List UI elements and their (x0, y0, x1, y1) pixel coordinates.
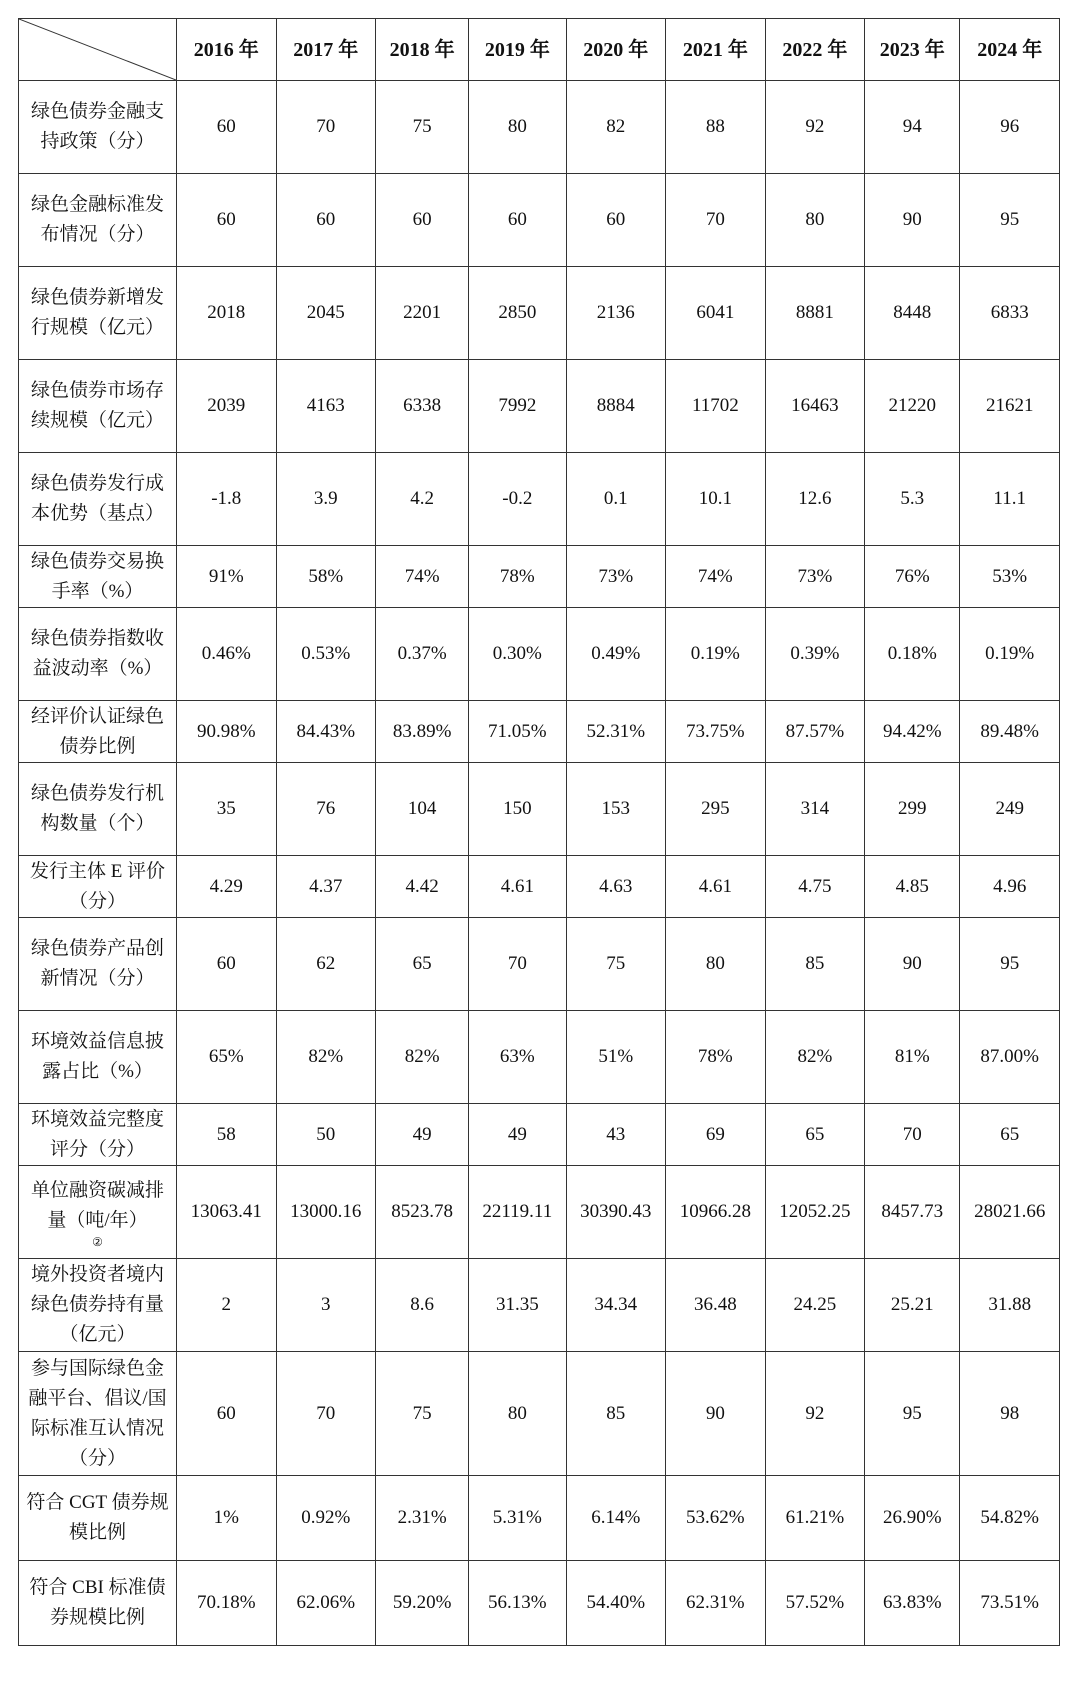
value-cell: 5.3 (865, 453, 960, 546)
value-cell: 0.30% (469, 608, 566, 701)
value-cell: 21220 (865, 360, 960, 453)
table-row (19, 1011, 1060, 1104)
value-cell: 50 (276, 1104, 376, 1166)
value-cell: 90 (666, 1352, 766, 1476)
year-header: 2017 年 (276, 19, 376, 81)
table-row (19, 546, 1060, 608)
table-row (19, 763, 1060, 856)
value-cell: 76% (865, 546, 960, 608)
table-row (19, 856, 1060, 918)
row-label-text: 绿色债券金融支持政策（分） (30, 101, 164, 152)
value-cell: 0.53% (276, 608, 376, 701)
row-label-text: 符合 CBI 标准债券规模比例 (29, 1577, 166, 1628)
value-cell: 8881 (765, 267, 865, 360)
value-cell: 4.2 (376, 453, 469, 546)
value-cell: 94.42% (865, 701, 960, 763)
value-cell: 70 (666, 174, 766, 267)
value-cell: 0.49% (566, 608, 666, 701)
value-cell: 81% (865, 1011, 960, 1104)
value-cell: 8448 (865, 267, 960, 360)
value-cell: 95 (865, 1352, 960, 1476)
value-cell: 8884 (566, 360, 666, 453)
value-cell: 54.82% (960, 1476, 1060, 1561)
value-cell: 4.61 (666, 856, 766, 918)
value-cell: 89.48% (960, 701, 1060, 763)
value-cell: 4.37 (276, 856, 376, 918)
value-cell: 82% (765, 1011, 865, 1104)
value-cell: 96 (960, 81, 1060, 174)
value-cell: 75 (376, 1352, 469, 1476)
value-cell: 12.6 (765, 453, 865, 546)
row-label (19, 1561, 177, 1646)
value-cell: 30390.43 (566, 1166, 666, 1259)
value-cell: 2039 (176, 360, 276, 453)
value-cell: 49 (469, 1104, 566, 1166)
value-cell: 4163 (276, 360, 376, 453)
value-cell: 2045 (276, 267, 376, 360)
value-cell: 7992 (469, 360, 566, 453)
value-cell: 92 (765, 1352, 865, 1476)
row-label (19, 267, 177, 360)
table-row (19, 1352, 1060, 1476)
value-cell: 13000.16 (276, 1166, 376, 1259)
value-cell: 8457.73 (865, 1166, 960, 1259)
year-header: 2023 年 (865, 19, 960, 81)
value-cell: 0.19% (666, 608, 766, 701)
year-header: 2018 年 (376, 19, 469, 81)
row-label (19, 701, 177, 763)
value-cell: 16463 (765, 360, 865, 453)
value-cell: 63.83% (865, 1561, 960, 1646)
year-header: 2022 年 (765, 19, 865, 81)
row-label-text: 绿色债券市场存续规模（亿元） (30, 380, 164, 431)
row-label (19, 453, 177, 546)
row-label-text: 绿色债券产品创新情况（分） (30, 938, 164, 989)
value-cell: 76 (276, 763, 376, 856)
table-row (19, 1476, 1060, 1561)
row-label (19, 1259, 177, 1352)
header-row (19, 19, 1060, 81)
value-cell: 58% (276, 546, 376, 608)
row-label-text: 环境效益完整度评分（分） (30, 1108, 164, 1160)
value-cell: 94 (865, 81, 960, 174)
value-cell: 299 (865, 763, 960, 856)
value-cell: 2018 (176, 267, 276, 360)
value-cell: 6338 (376, 360, 469, 453)
value-cell: 65 (376, 918, 469, 1011)
value-cell: 6.14% (566, 1476, 666, 1561)
value-cell: 60 (176, 1352, 276, 1476)
value-cell: 0.39% (765, 608, 865, 701)
value-cell: 59.20% (376, 1561, 469, 1646)
value-cell: 75 (376, 81, 469, 174)
value-cell: 95 (960, 174, 1060, 267)
value-cell: 87.00% (960, 1011, 1060, 1104)
value-cell: 22119.11 (469, 1166, 566, 1259)
value-cell: 82 (566, 81, 666, 174)
value-cell: 70 (276, 81, 376, 174)
value-cell: 249 (960, 763, 1060, 856)
row-label (19, 546, 177, 608)
row-label-text: 发行主体 E 评价（分） (29, 860, 166, 912)
value-cell: 31.35 (469, 1259, 566, 1352)
row-label-text: 环境效益信息披露占比（%） (30, 1031, 164, 1082)
value-cell: 75 (566, 918, 666, 1011)
value-cell: 295 (666, 763, 766, 856)
corner-cell (19, 19, 177, 81)
table-body (19, 81, 1060, 1646)
value-cell: 69 (666, 1104, 766, 1166)
value-cell: 60 (566, 174, 666, 267)
value-cell: 73% (765, 546, 865, 608)
value-cell: 70 (469, 918, 566, 1011)
year-header: 2019 年 (469, 19, 566, 81)
value-cell: 73.51% (960, 1561, 1060, 1646)
row-label-text: 绿色债券发行成本优势（基点） (30, 473, 164, 524)
value-cell: 82% (276, 1011, 376, 1104)
value-cell: 83.89% (376, 701, 469, 763)
value-cell: 78% (469, 546, 566, 608)
value-cell: 314 (765, 763, 865, 856)
value-cell: 43 (566, 1104, 666, 1166)
value-cell: 54.40% (566, 1561, 666, 1646)
value-cell: 80 (469, 1352, 566, 1476)
value-cell: 0.46% (176, 608, 276, 701)
row-label-text: 绿色金融标准发布情况（分） (30, 194, 164, 245)
value-cell: 2.31% (376, 1476, 469, 1561)
value-cell: 31.88 (960, 1259, 1060, 1352)
value-cell: 4.29 (176, 856, 276, 918)
value-cell: 3.9 (276, 453, 376, 546)
row-label-text: 境外投资者境内绿色债券持有量（亿元） (30, 1264, 164, 1345)
value-cell: 84.43% (276, 701, 376, 763)
year-header: 2024 年 (960, 19, 1060, 81)
value-cell: 80 (469, 81, 566, 174)
value-cell: 8523.78 (376, 1166, 469, 1259)
table-row (19, 81, 1060, 174)
table-row (19, 1166, 1060, 1259)
row-label (19, 856, 177, 918)
row-label-text: 参与国际绿色金融平台、倡议/国际标准互认情况（分） (28, 1357, 167, 1469)
row-label-text: 符合 CGT 债券规模比例 (26, 1492, 169, 1543)
value-cell: 3 (276, 1259, 376, 1352)
value-cell: 8.6 (376, 1259, 469, 1352)
indicator-table (18, 18, 1060, 1646)
value-cell: 4.85 (865, 856, 960, 918)
value-cell: 85 (566, 1352, 666, 1476)
value-cell: 12052.25 (765, 1166, 865, 1259)
year-header: 2021 年 (666, 19, 766, 81)
value-cell: -0.2 (469, 453, 566, 546)
value-cell: 60 (176, 81, 276, 174)
value-cell: 4.42 (376, 856, 469, 918)
value-cell: 21621 (960, 360, 1060, 453)
value-cell: 90 (865, 918, 960, 1011)
footnote-marker: ② (92, 1235, 103, 1249)
year-header: 2020 年 (566, 19, 666, 81)
value-cell: 2850 (469, 267, 566, 360)
value-cell: 58 (176, 1104, 276, 1166)
value-cell: 71.05% (469, 701, 566, 763)
value-cell: 60 (176, 918, 276, 1011)
row-label (19, 608, 177, 701)
value-cell: 6041 (666, 267, 766, 360)
value-cell: 88 (666, 81, 766, 174)
value-cell: 62.06% (276, 1561, 376, 1646)
value-cell: 60 (176, 174, 276, 267)
value-cell: 87.57% (765, 701, 865, 763)
table-row (19, 453, 1060, 546)
value-cell: 11.1 (960, 453, 1060, 546)
row-label-text: 绿色债券指数收益波动率（%） (30, 628, 164, 679)
value-cell: 61.21% (765, 1476, 865, 1561)
value-cell: 60 (276, 174, 376, 267)
table-row (19, 360, 1060, 453)
value-cell: 51% (566, 1011, 666, 1104)
value-cell: 53% (960, 546, 1060, 608)
table-row (19, 1104, 1060, 1166)
value-cell: 90.98% (176, 701, 276, 763)
value-cell: 60 (469, 174, 566, 267)
row-label-text: 经评价认证绿色债券比例 (30, 705, 164, 757)
value-cell: 0.1 (566, 453, 666, 546)
value-cell: 4.61 (469, 856, 566, 918)
value-cell: 10966.28 (666, 1166, 766, 1259)
value-cell: 150 (469, 763, 566, 856)
value-cell: 28021.66 (960, 1166, 1060, 1259)
value-cell: 4.63 (566, 856, 666, 918)
value-cell: 53.62% (666, 1476, 766, 1561)
value-cell: 0.18% (865, 608, 960, 701)
value-cell: 63% (469, 1011, 566, 1104)
value-cell: 35 (176, 763, 276, 856)
value-cell: 56.13% (469, 1561, 566, 1646)
table-row (19, 267, 1060, 360)
value-cell: 1% (176, 1476, 276, 1561)
value-cell: 0.37% (376, 608, 469, 701)
table-row (19, 1561, 1060, 1646)
value-cell: 74% (376, 546, 469, 608)
value-cell: 52.31% (566, 701, 666, 763)
table-row (19, 701, 1060, 763)
value-cell: 4.96 (960, 856, 1060, 918)
value-cell: 24.25 (765, 1259, 865, 1352)
row-label-text: 绿色债券新增发行规模（亿元） (30, 287, 164, 338)
value-cell: 80 (666, 918, 766, 1011)
row-label (19, 360, 177, 453)
value-cell: 0.19% (960, 608, 1060, 701)
value-cell: 95 (960, 918, 1060, 1011)
value-cell: 80 (765, 174, 865, 267)
row-label (19, 763, 177, 856)
value-cell: 70 (865, 1104, 960, 1166)
value-cell: 65 (765, 1104, 865, 1166)
value-cell: 74% (666, 546, 766, 608)
row-label (19, 1166, 177, 1259)
value-cell: 0.92% (276, 1476, 376, 1561)
value-cell: 36.48 (666, 1259, 766, 1352)
value-cell: 62 (276, 918, 376, 1011)
value-cell: 91% (176, 546, 276, 608)
value-cell: 73% (566, 546, 666, 608)
table-row (19, 918, 1060, 1011)
table-row (19, 1259, 1060, 1352)
value-cell: 2 (176, 1259, 276, 1352)
row-label (19, 1352, 177, 1476)
value-cell: 70.18% (176, 1561, 276, 1646)
row-label-text: 绿色债券交易换手率（%） (30, 550, 164, 602)
row-label (19, 918, 177, 1011)
value-cell: 60 (376, 174, 469, 267)
value-cell: 34.34 (566, 1259, 666, 1352)
value-cell: 70 (276, 1352, 376, 1476)
value-cell: 78% (666, 1011, 766, 1104)
row-label (19, 1104, 177, 1166)
row-label (19, 1476, 177, 1561)
value-cell: 2136 (566, 267, 666, 360)
value-cell: 49 (376, 1104, 469, 1166)
row-label (19, 81, 177, 174)
value-cell: 57.52% (765, 1561, 865, 1646)
value-cell: 4.75 (765, 856, 865, 918)
value-cell: 153 (566, 763, 666, 856)
value-cell: 92 (765, 81, 865, 174)
value-cell: 98 (960, 1352, 1060, 1476)
value-cell: 25.21 (865, 1259, 960, 1352)
row-label-text: 单位融资碳减排量（吨/年） (30, 1180, 164, 1231)
value-cell: 6833 (960, 267, 1060, 360)
value-cell: 26.90% (865, 1476, 960, 1561)
value-cell: 82% (376, 1011, 469, 1104)
value-cell: 90 (865, 174, 960, 267)
row-label (19, 1011, 177, 1104)
value-cell: 85 (765, 918, 865, 1011)
table-row (19, 608, 1060, 701)
value-cell: 65% (176, 1011, 276, 1104)
row-label (19, 174, 177, 267)
year-header: 2016 年 (176, 19, 276, 81)
value-cell: 13063.41 (176, 1166, 276, 1259)
value-cell: 62.31% (666, 1561, 766, 1646)
value-cell: 2201 (376, 267, 469, 360)
diagonal-line (19, 19, 176, 80)
table-row (19, 174, 1060, 267)
value-cell: 11702 (666, 360, 766, 453)
value-cell: 65 (960, 1104, 1060, 1166)
row-label-text: 绿色债券发行机构数量（个） (30, 783, 164, 834)
value-cell: 104 (376, 763, 469, 856)
value-cell: 5.31% (469, 1476, 566, 1561)
value-cell: 73.75% (666, 701, 766, 763)
value-cell: -1.8 (176, 453, 276, 546)
value-cell: 10.1 (666, 453, 766, 546)
